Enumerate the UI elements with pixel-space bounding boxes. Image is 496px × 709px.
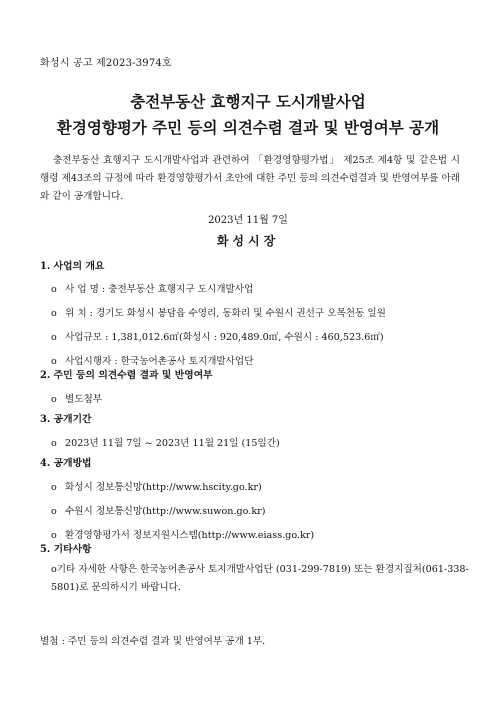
list-item: o 사업시행자 : 한국농어촌공사 토지개발사업단 [51,356,254,367]
bullet: o [51,564,57,575]
attachment-note: 별첨 : 주민 등의 의견수렴 결과 및 반영여부 공개 1부. [40,636,266,647]
issuer: 화성시장 [216,234,280,248]
section-heading: 4. 공개방법 [40,458,92,469]
bullet: o [51,482,57,493]
list-item: o 별도첨부 [51,394,103,405]
section-other [40,541,470,597]
list-item: o 사 업 명 : 충전부동산 효행지구 도시개발사업 [51,284,254,295]
bullet: o [51,308,57,319]
bullet: o [51,394,57,405]
bullet: o [51,506,57,517]
title-line2: 환경영향평가 주민 등의 의견수렴 결과 및 반영여부 공개 [56,118,440,137]
bullet: o [51,438,57,449]
title-line1: 충전부동산 효행지구 도시개발사업 [130,92,366,111]
section-overview [40,258,470,367]
section-heading: 2. 주민 등의 의견수렴 결과 및 반영여부 [40,370,213,381]
list-item: o기타 자세한 사항은 한국농어촌공사 토지개발사업단 (031-299-7819) 또는 환경지질처(061-338-5801)로 문의하시기 바랍니다. [51,564,469,593]
notice-number: 화성시 공고 제2023-3974호 [40,58,172,69]
notice-date: 2023년 11월 7일 [208,215,288,226]
bullet: o [51,530,57,541]
bullet: o [51,284,57,295]
section-heading: 1. 사업의 개요 [40,261,105,272]
section-period [40,411,470,449]
section-method [40,455,470,541]
list-item: o 수원시 정보통신망(http://www.suwon.go.kr) [51,506,266,517]
intro-paragraph: 충전부동산 효행지구 도시개발사업과 관련하여 「환경영향평가법」 제25조 제4항 및 같은법 시행령 제43조의 규정에 따라 환경영향평가서 초안에 대한 주민 등의 의견수렴결과 및 반영여부를 아래와 같이 공개합니다. [40,155,460,202]
section-heading: 3. 공개기간 [40,414,92,425]
list-item: o 사업규모 : 1,381,012.6㎡(화성시 : 920,489.0㎡, 수원시 : 460,523.6㎡) [51,332,384,343]
bullet: o [51,356,57,367]
bullet: o [51,332,57,343]
section-heading: 5. 기타사항 [40,544,92,555]
list-item: o 환경영향평가서 정보지원시스템(http://www.eiass.go.kr) [51,530,315,541]
list-item: o 화성시 정보통신망(http://www.hscity.go.kr) [51,482,262,493]
section-results [40,367,470,405]
list-item: o 2023년 11월 7일 ~ 2023년 11월 21일 (15일간) [51,438,280,449]
list-item: o 위 치 : 경기도 화성시 봉담읍 수영리, 동화리 및 수원시 권선구 오목천동 일원 [51,308,386,319]
